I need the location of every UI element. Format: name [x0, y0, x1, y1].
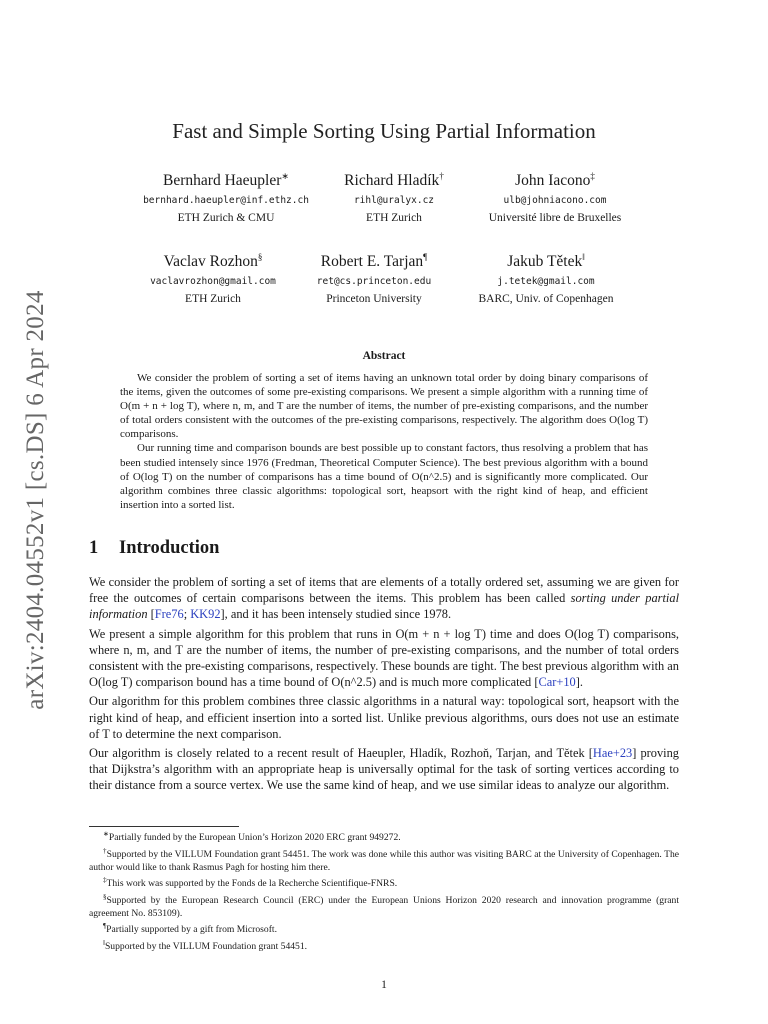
body-paragraph: We present a simple algorithm for this problem that runs in O(m + n + log T) time and does O(log T) comparisons, where n, m, and T are the number of items, the number of pre-existing comparisons, and the number of total orders consistent with the pre-existing comparisons, respectively. These bounds are tight. The best previous algorithm with an O(log T) comparison bound has a time bound of O(n^2.5) and is much more complicated [Car+10]. [89, 626, 679, 690]
author-affiliation: ETH Zurich [366, 212, 422, 225]
author-footnote-mark: † [439, 171, 444, 181]
footnote: †Supported by the VILLUM Foundation grant 54451. The work was done while this author was visiting BARC at the University of Copenhagen. The author would like to thank Rasmus Pagh for hosting him there. [89, 846, 679, 873]
footnote: ∗Partially funded by the European Union’s Horizon 2020 ERC grant 949272. [103, 830, 401, 844]
abstract [120, 371, 648, 512]
author-footnote-mark: ‡ [590, 171, 595, 181]
author-block [445, 167, 665, 225]
footnote: ‖Supported by the VILLUM Foundation grant 54451. [103, 939, 308, 953]
author-name: Robert E. Tarjan [320, 253, 424, 271]
author-email[interactable]: rihl@uralyx.cz [353, 195, 435, 207]
footnote-mark: ∗ [103, 830, 109, 838]
author-affiliation: ETH Zurich [185, 293, 241, 306]
footnote-mark: ‡ [103, 876, 107, 885]
emphasis: sorting under partial information [89, 591, 680, 622]
author-name: Vaclav Rozhon [163, 253, 258, 271]
author-affiliation: Université libre de Bruxelles [488, 212, 622, 225]
paper-title: Fast and Simple Sorting Using Partial Information [172, 119, 596, 143]
citation-link[interactable]: KK92 [190, 607, 221, 622]
footnote-rule [89, 826, 239, 827]
footnote-mark: ¶ [103, 922, 107, 931]
footnote: §Supported by the European Research Council (ERC) under the European Unions Horizon 2020 research and innovation programme (grant agreement No. 853109). [89, 892, 679, 919]
author-email[interactable]: ulb@johniacono.com [503, 195, 607, 207]
author-email[interactable]: bernhard.haeupler@inf.ethz.ch [143, 195, 309, 207]
footnote-mark: ‖ [103, 939, 105, 948]
author-block [436, 248, 656, 306]
abstract-heading: Abstract [362, 350, 406, 362]
author-affiliation: ETH Zurich & CMU [177, 212, 275, 225]
page-number: 1 [381, 979, 387, 991]
body-paragraph: Our algorithm is closely related to a recent result of Haeupler, Hladík, Rozhoň, Tarjan, and Tětek [Hae+23] proving that Dijkstra’s algorithm with an appropriate heap is universally optimal for the task of sorting vertices according to their distance from a source vertex. We use the same kind of heap, and we use similar ideas to analyze our algorithm. [89, 746, 679, 793]
abstract-paragraph: We consider the problem of sorting a set of items having an unknown total order by doing binary comparisons of the items, given the outcomes of some pre-existing comparisons. We present a simple algorithm with a running time of O(m + n + log T), where n, m, and T are the number of items, the number of pre-existing comparisons, and the number of total orders consistent with the outcomes of the pre-existing comparisons, respectively. The algorithm does O(log T) comparisons. [120, 372, 648, 441]
author-affiliation: Princeton University [326, 293, 422, 306]
section-number: 1 [89, 538, 99, 558]
author-footnote-mark: ‖ [582, 252, 585, 262]
footnote: ‡This work was supported by the Fonds de la Recherche Scientifique-FNRS. [103, 876, 398, 890]
section-heading [89, 538, 219, 559]
footnote-mark: † [103, 846, 107, 855]
author-name: Richard Hladík [344, 172, 440, 190]
footnotes [89, 828, 679, 954]
arxiv-identifier: arXiv:2404.04552v1 [cs.DS] 6 Apr 2024 [22, 290, 49, 710]
author-email[interactable]: ret@cs.princeton.edu [316, 276, 432, 288]
citation-link[interactable]: Hae+23 [592, 746, 633, 761]
author-footnote-mark: ¶ [423, 252, 428, 262]
body-paragraph: Our algorithm for this problem combines three classic algorithms in a natural way: topological sort, heapsort with the right kind of heap, and efficient insertion into a sorted list. Unlike previous algorithms, ours does not use an estimate of T to determine the next comparison. [89, 694, 679, 741]
body-text [89, 574, 679, 797]
author-name: Jakub Tětek [507, 253, 583, 271]
citation-link[interactable]: Car+10 [538, 675, 576, 690]
author-email[interactable]: j.tetek@gmail.com [497, 276, 595, 288]
section-title: Introduction [119, 538, 220, 558]
author-name: John Iacono [515, 172, 591, 190]
author-footnote-mark: § [257, 252, 263, 262]
author-affiliation: BARC, Univ. of Copenhagen [478, 293, 614, 306]
citation-link[interactable]: Fre76 [154, 607, 184, 622]
author-name: Bernhard Haeupler [163, 172, 282, 190]
abstract-paragraph: Our running time and comparison bounds are best possible up to constant factors, thus resolving a problem that has been studied intensely since 1976 (Fredman, Theoretical Computer Science). The best previous algorithm with a bound of O(log T) on the number of comparisons has a time bound of O(n^2.5) and is significantly more complicated. Our algorithm combines three classic algorithms: topological sort, heapsort with the right kind of heap, and efficient insertion into a sorted list. [120, 442, 648, 511]
author-email[interactable]: vaclavrozhon@gmail.com [150, 276, 276, 288]
author-footnote-mark: ∗ [281, 171, 289, 181]
footnote: ¶Partially supported by a gift from Microsoft. [103, 922, 277, 936]
body-paragraph: We consider the problem of sorting a set of items that are elements of a totally ordered set, assuming we are given for free the outcomes of certain comparisons between the items. This problem has been called sorting under partial information [Fre76; KK92], and it has been intensely studied since 1978. [89, 575, 680, 622]
footnote-mark: § [103, 892, 107, 901]
